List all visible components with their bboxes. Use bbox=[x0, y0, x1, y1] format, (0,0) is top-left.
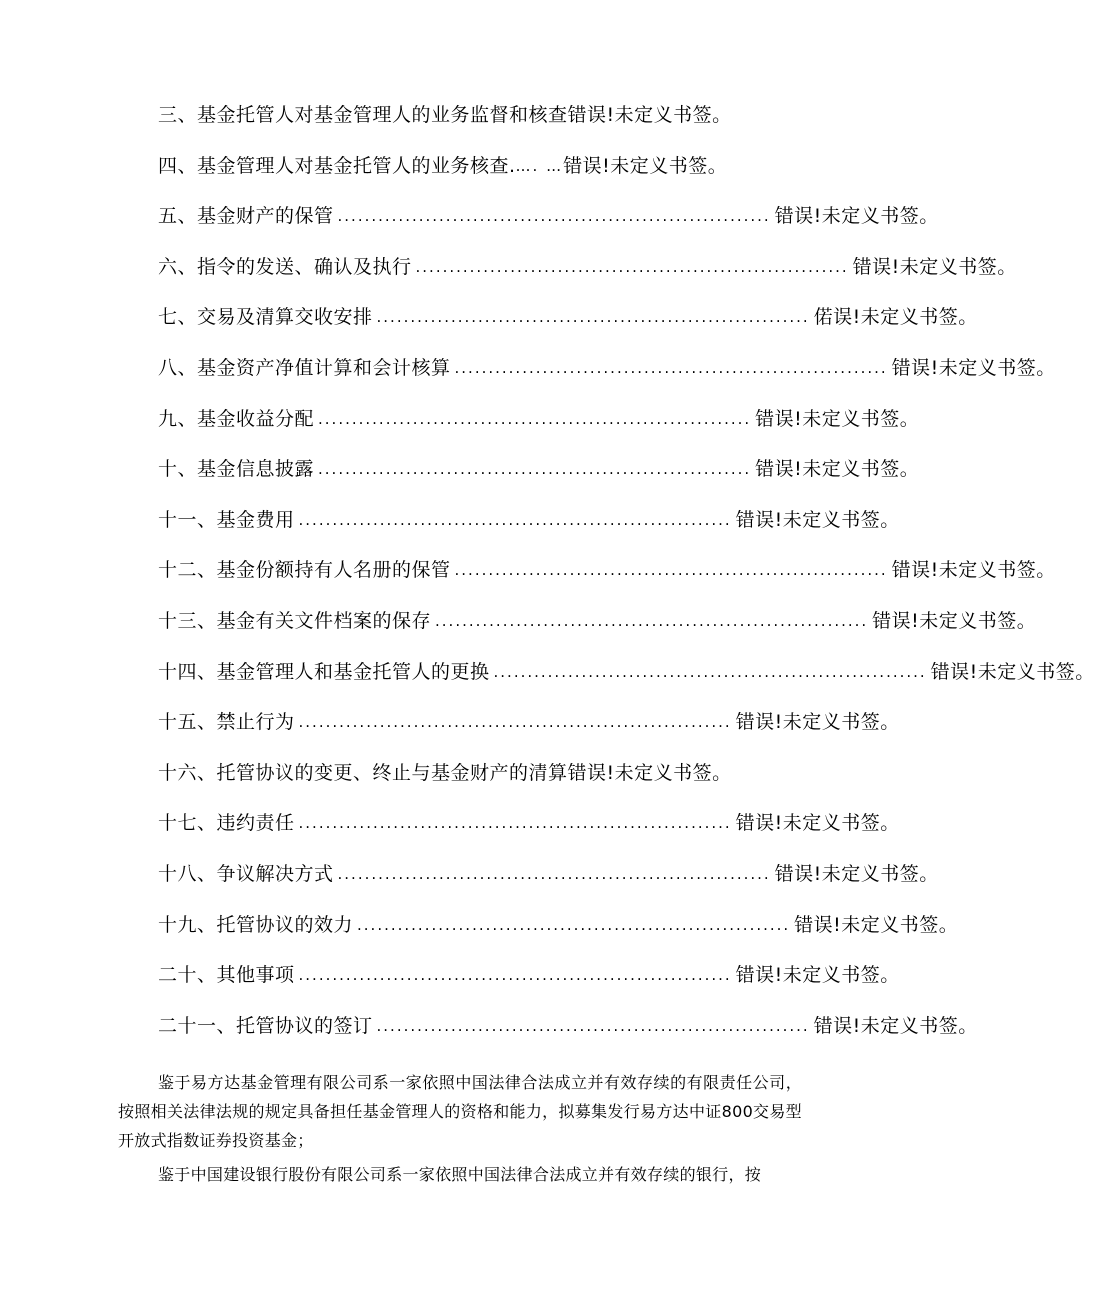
body-text bbox=[118, 1068, 802, 1194]
toc-page-reference: 错误!未定义书签。 bbox=[735, 508, 900, 531]
toc-entry-title: 三、基金托管人对基金管理人的业务监督和核查 bbox=[158, 104, 568, 126]
toc-entry-title: 十三、基金有关文件档案的保存 bbox=[158, 609, 432, 632]
toc-page-reference: 错误!未定义书签。 bbox=[735, 964, 900, 987]
toc-page-reference: 错误!未定义书签。 bbox=[735, 711, 900, 734]
toc-dot-leader: ................................................................ bbox=[376, 308, 810, 327]
toc-entry[interactable] bbox=[158, 606, 1037, 657]
toc-entry[interactable] bbox=[158, 151, 758, 202]
paragraph-manager-intro: 鉴于易方达基金管理有限公司系一家依照中国法律合法成立并有效存续的有限责任公司，按照相关法律法规的规定具备担任基金管理人的资格和能力，拟募集发行易方达中证800交易型开放式指数证券投资基金； bbox=[118, 1073, 802, 1150]
toc-entry[interactable] bbox=[158, 758, 758, 809]
toc-entry-title: 十七、违约责任 bbox=[158, 812, 295, 835]
toc-entry[interactable] bbox=[158, 555, 1056, 606]
toc-dot-leader: ................................................................ bbox=[376, 1016, 810, 1035]
toc-entry[interactable] bbox=[158, 252, 1017, 303]
toc-entry-title: 六、指令的发送、确认及执行 bbox=[158, 255, 412, 278]
toc-dot-leader: ................................................................ bbox=[318, 460, 752, 479]
toc-page-reference: 错误!未定义书签。 bbox=[567, 104, 732, 126]
paragraph-custodian-intro: 鉴于中国建设银行股份有限公司系一家依照中国法律合法成立并有效存续的银行，按 bbox=[158, 1165, 762, 1184]
toc-page-reference: 错误!未定义书签。 bbox=[872, 609, 1037, 632]
toc-entry[interactable] bbox=[158, 100, 758, 151]
toc-entry[interactable] bbox=[158, 808, 900, 859]
toc-dot-leader: ................................................................ bbox=[357, 915, 791, 934]
toc-entry[interactable] bbox=[158, 353, 1056, 404]
toc-page-reference: 错误!未定义书签。 bbox=[930, 660, 1095, 683]
toc-dot-leader: ................................................................ bbox=[493, 662, 927, 681]
toc-entry[interactable] bbox=[158, 302, 978, 353]
toc-entry[interactable] bbox=[158, 505, 900, 556]
toc-entry-title: 九、基金收益分配 bbox=[158, 407, 315, 430]
toc-entry-title: 七、交易及清算交收安排 bbox=[158, 306, 373, 329]
toc-dot-leader: ................................................................ bbox=[318, 409, 752, 428]
toc-entry-title: 五、基金财产的保管 bbox=[158, 205, 334, 228]
toc-entry[interactable] bbox=[158, 657, 1095, 708]
toc-dot-leader: ................................................................ bbox=[454, 358, 888, 377]
toc-entry-title: 十六、托管协议的变更、终止与基金财产的清算 bbox=[158, 761, 568, 784]
toc-dot-leader: ................................................................ bbox=[298, 713, 732, 732]
toc-entry-title: 二十、其他事项 bbox=[158, 964, 295, 987]
toc-dot-leader: …. … bbox=[515, 156, 564, 175]
toc-entry-title: 二十一、托管协议的签订 bbox=[158, 1014, 373, 1037]
toc-page-reference: 错误!未定义书签。 bbox=[813, 1014, 978, 1037]
toc-dot-leader: ................................................................ bbox=[337, 207, 771, 226]
toc-entry-title: 十九、托管协议的效力 bbox=[158, 913, 354, 936]
toc-entry[interactable] bbox=[158, 454, 920, 505]
toc-entry-title: 十、基金信息披露 bbox=[158, 458, 315, 481]
toc-entry[interactable] bbox=[158, 707, 900, 758]
toc-page-reference: 错误!未定义书签。 bbox=[563, 154, 728, 177]
toc-page-reference: 错误!未定义书签。 bbox=[852, 255, 1017, 278]
toc-page-reference: 错误!未定义书签。 bbox=[755, 458, 920, 481]
toc-dot-leader: ................................................................ bbox=[298, 510, 732, 529]
toc-entry[interactable] bbox=[158, 910, 959, 961]
toc-page-reference: 偌误!未定义书签。 bbox=[813, 306, 978, 329]
toc-page-reference: 错误!未定义书签。 bbox=[891, 356, 1056, 379]
toc-page-reference: 错误!未定义书签。 bbox=[755, 407, 920, 430]
toc-entry[interactable] bbox=[158, 201, 939, 252]
toc-entry-title: 十五、禁止行为 bbox=[158, 711, 295, 734]
toc-entry[interactable] bbox=[158, 960, 900, 1011]
toc-entry-title: 八、基金资产净值计算和会计核算 bbox=[158, 356, 451, 379]
toc-dot-leader: ................................................................ bbox=[298, 814, 732, 833]
toc-entry-title: 十四、基金管理人和基金托管人的更换 bbox=[158, 660, 490, 683]
toc-page-reference: 错误!未定义书签。 bbox=[735, 812, 900, 835]
toc-entry-title: 十一、基金费用 bbox=[158, 508, 295, 531]
table-of-contents bbox=[158, 100, 1095, 1061]
toc-page-reference: 错误!未定义书签。 bbox=[567, 761, 732, 784]
toc-page-reference: 错误!未定义书签。 bbox=[891, 559, 1056, 582]
toc-entry-title: 十八、争议解决方式 bbox=[158, 862, 334, 885]
toc-dot-leader: ................................................................ bbox=[435, 611, 869, 630]
toc-dot-leader: ................................................................ bbox=[415, 257, 849, 276]
toc-entry[interactable] bbox=[158, 859, 939, 910]
toc-page-reference: 错误!未定义书签。 bbox=[794, 913, 959, 936]
toc-page-reference: 错误!未定义书签。 bbox=[774, 862, 939, 885]
toc-entry-title: 十二、基金份额持有人名册的保管 bbox=[158, 559, 451, 582]
toc-entry-title: 四、基金管理人对基金托管人的业务核查. bbox=[158, 154, 516, 177]
toc-entry[interactable] bbox=[158, 1011, 978, 1062]
toc-dot-leader: ................................................................ bbox=[454, 561, 888, 580]
toc-entry[interactable] bbox=[158, 404, 920, 455]
toc-page-reference: 错误!未定义书签。 bbox=[774, 205, 939, 228]
toc-dot-leader: ................................................................ bbox=[337, 864, 771, 883]
toc-dot-leader: ................................................................ bbox=[298, 966, 732, 985]
